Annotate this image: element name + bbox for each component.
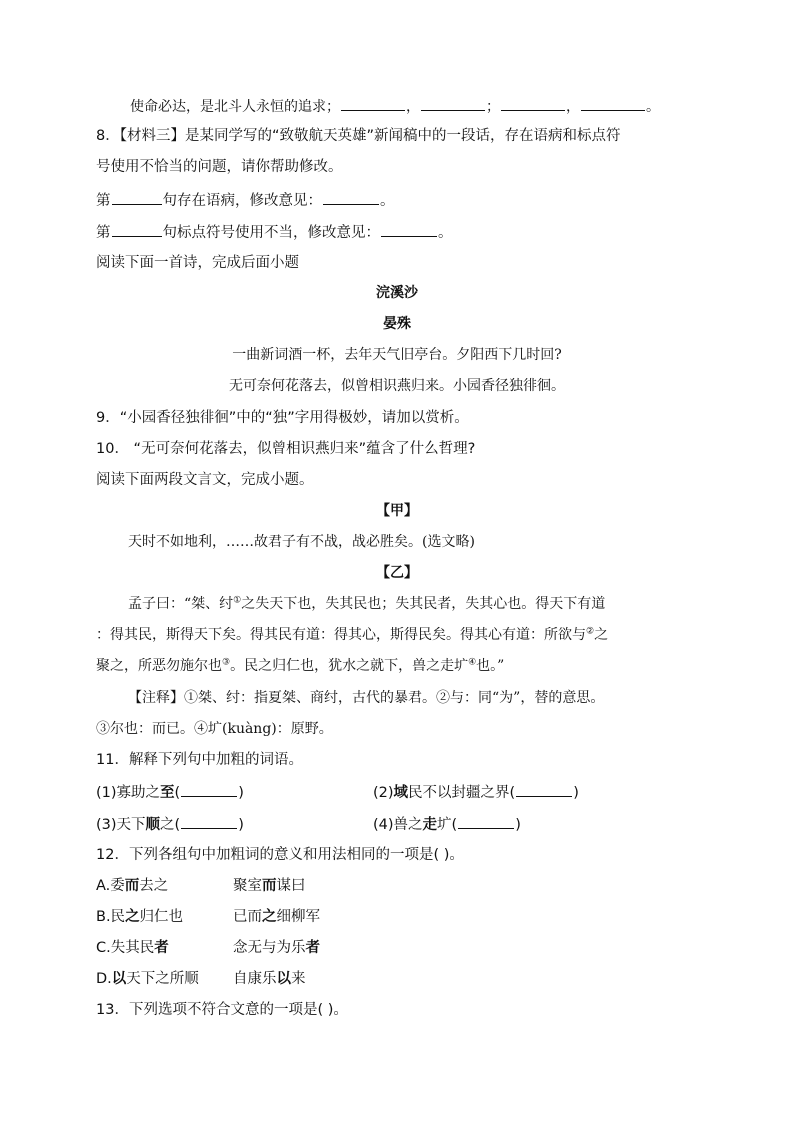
answer-blank[interactable] — [458, 814, 514, 829]
question-8-line2: 号使用不恰当的问题，请你帮助修改。 — [96, 159, 343, 175]
footnote-marker: ① — [233, 595, 242, 606]
answer-blank[interactable] — [516, 782, 572, 797]
continuation-line: 使命必达，是北斗人永恒的追求； ， ； ， 。 — [130, 96, 660, 117]
question-9: 9．“小园香径独徘徊”中的“独”字用得极妙，请加以赏析。 — [96, 410, 469, 426]
passage-yi-line2: ：得其民，斯得天下矣。得其民有道：得其心，斯得民矣。得其心有道：所欲与②之 — [96, 626, 609, 643]
question-8-line1: 8．【材料三】是某同学写的“致敬航天英雄”新闻稿中的一段话，存在语病和标点符 — [96, 128, 621, 144]
answer-blank[interactable] — [501, 96, 565, 111]
question-13-stem: 13．下列选项不符合文意的一项是( )。 — [96, 1002, 348, 1018]
annotation-line2: ③尔也：而已。④圹(kuàng)：原野。 — [96, 721, 333, 737]
q12-option-a-pair: 聚室而谋曰 — [233, 878, 306, 894]
q12-option-a[interactable]: A.委而去之 — [96, 878, 169, 894]
revision-blank[interactable] — [323, 190, 379, 205]
q12-option-b-pair: 已而之细柳军 — [233, 909, 320, 925]
q11-item-1: (1)寡助之至( ) — [96, 782, 244, 803]
q11-item-4: (4)兽之走圹( ) — [373, 814, 521, 835]
poem-author: 晏殊 — [383, 316, 411, 332]
answer-blank[interactable] — [421, 96, 485, 111]
poem-title: 浣溪沙 — [376, 285, 418, 301]
passage-jia-heading: 【甲】 — [376, 503, 418, 519]
revision-blank[interactable] — [381, 222, 437, 237]
passage-yi-line1: 孟子曰：“桀、纣①之失天下也，失其民也；失其民者，失其心也。得天下有道 — [128, 595, 606, 612]
q11-item-3: (3)天下顺之( ) — [96, 814, 244, 835]
prose-instruction: 阅读下面两段文言文，完成小题。 — [96, 472, 314, 488]
answer-blank[interactable] — [181, 814, 237, 829]
question-8-row1: 第 句存在语病，修改意见： 。 — [96, 190, 395, 211]
answer-blank[interactable] — [181, 782, 237, 797]
q12-option-c[interactable]: C.失其民者 — [96, 940, 169, 956]
answer-blank[interactable] — [581, 96, 645, 111]
poem-line-2: 无可奈何花落去，似曾相识燕归来。小园香径独徘徊。 — [229, 378, 565, 394]
q12-option-d-pair: 自康乐以来 — [233, 971, 306, 987]
passage-yi-heading: 【乙】 — [376, 565, 418, 581]
q11-item-2: (2)域民不以封疆之界( ) — [373, 782, 579, 803]
footnote-marker: ④ — [468, 657, 477, 668]
annotation-line1: 【注释】①桀、纣：指夏桀、商纣，古代的暴君。②与：同“为”，替的意思。 — [128, 690, 605, 706]
poem-line-1: 一曲新词酒一杯，去年天气旧亭台。夕阳西下几时回? — [232, 347, 562, 363]
sentence-number-blank[interactable] — [112, 222, 162, 237]
question-11-stem: 11．解释下列句中加粗的词语。 — [96, 752, 303, 768]
poem-instruction: 阅读下面一首诗，完成后面小题 — [96, 255, 299, 271]
sentence-number-blank[interactable] — [112, 190, 162, 205]
footnote-marker: ② — [586, 626, 595, 637]
footnote-marker: ③ — [222, 657, 231, 668]
question-8-row2: 第 句标点符号使用不当，修改意见： 。 — [96, 222, 453, 243]
q12-option-d[interactable]: D.以天下之所顺 — [96, 971, 199, 987]
q12-option-b[interactable]: B.民之归仁也 — [96, 909, 184, 925]
question-12-stem: 12．下列各组句中加粗词的意义和用法相同的一项是( )。 — [96, 847, 464, 863]
q12-option-c-pair: 念无与为乐者 — [233, 940, 320, 956]
question-10: 10． “无可奈何花落去，似曾相识燕归来”蕴含了什么哲理? — [96, 441, 476, 457]
passage-jia-text: 天时不如地利，……故君子有不战，战必胜矣。(选文略) — [128, 534, 475, 550]
answer-blank[interactable] — [341, 96, 405, 111]
passage-yi-line3: 聚之，所恶勿施尔也③。民之归仁也，犹水之就下，兽之走圹④也。” — [96, 657, 505, 674]
